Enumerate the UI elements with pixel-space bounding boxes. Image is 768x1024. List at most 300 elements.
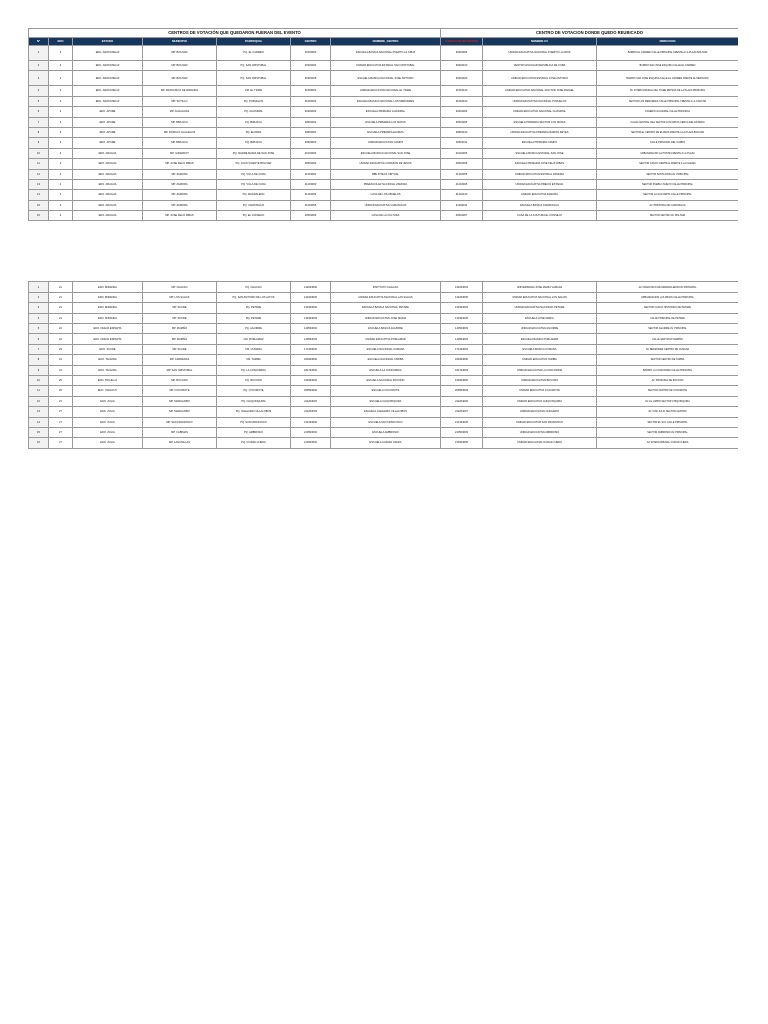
estado-cell: EDO. ANZOATEGUI <box>73 46 143 61</box>
municipio-cell: MP. JOSE FELIX RIBAS <box>143 211 217 221</box>
codigo-receptor-cell: 31504010 <box>441 86 483 96</box>
row-number: 4 <box>29 86 49 96</box>
row-number: 5 <box>29 96 49 106</box>
codigo-receptor-cell: 40104006 <box>441 148 483 158</box>
nombre-centro-cell: UNIDAD EDUCATIVA ESTADAL SAN CRISTOBAL <box>331 61 441 71</box>
edo-code: 24 <box>49 365 73 375</box>
parroquia-cell: CM. PORLAMAR <box>217 334 291 344</box>
codigo-receptor-cell: 190304005 <box>441 375 483 385</box>
table-row <box>29 334 739 344</box>
codigo-receptor-cell: 180304006 <box>441 355 483 365</box>
estado-cell: EDO. ZULIA <box>73 427 143 437</box>
direccion-cell: AV. FRANCISCO DE MIRANDA EDIFICIO PRINCIPAL <box>597 282 739 292</box>
centro-code: 40503003 <box>291 211 331 221</box>
estado-cell: EDO. MIRANDA <box>73 313 143 323</box>
edo-code: 21 <box>49 313 73 323</box>
municipio-cell: MP. MARACAIBO <box>143 407 217 417</box>
nombre-cv-cell: ESCUELA BASICA CUMANA <box>483 344 597 354</box>
nombre-centro-cell: CASA DE LA CULTURA <box>331 211 441 221</box>
parroquia-cell: PQ. CAMATAGUA <box>217 200 291 210</box>
edo-code: 3 <box>49 117 73 127</box>
nombre-centro-cell: ESCUELA OLEGARIO VILLALOBOS <box>331 407 441 417</box>
direccion-cell: SECTOR SANTA ROSA AV. PRINCIPAL <box>597 169 739 179</box>
direccion-cell: SECTOR CENTRO AV. BOLIVAR <box>597 211 739 221</box>
direccion-cell: AV. BERMUDEZ CENTRO DE CUMANA <box>597 344 739 354</box>
table-row <box>29 107 739 117</box>
direccion-cell: SECTOR EL CENTRO DE ELORZA FRENTE A LA PLAZA BOLIVAR <box>597 127 739 137</box>
estado-cell: EDO. NUEVA ESPARTA <box>73 324 143 334</box>
nombre-centro-cell: UNIDAD EDUCATIVA JOSE MARIA <box>331 313 441 323</box>
parroquia-cell: PQ. MAGDALENO <box>217 190 291 200</box>
parroquia-cell: PQ. ELORZA <box>217 127 291 137</box>
nombre-centro-cell: ESCUELA COCOROTE <box>331 386 441 396</box>
table-top <box>28 28 738 221</box>
edo-code: 27 <box>49 396 73 406</box>
parroquia-cell: PQ. JUAN VICENTE BOLIVAR <box>217 159 291 169</box>
parroquia-cell: PQ. POZUELOS <box>217 96 291 106</box>
nombre-cv-cell: ESCUELA BASICA CAMATAGUA <box>483 200 597 210</box>
estado-cell: EDO. ZULIA <box>73 438 143 448</box>
municipio-cell: MP. ZAMORA <box>143 190 217 200</box>
nombre-centro-cell: ESCUELA NACIONAL BOCONO <box>331 375 441 385</box>
estado-cell: EDO. MIRANDA <box>73 282 143 292</box>
nombre-cv-cell: UNIDAD EDUCATIVA AGUIRRE <box>483 324 597 334</box>
parroquia-cell: PQ. CIUDAD OJEDA <box>217 438 291 448</box>
direccion-cell: AV. INTERCOMUNAL DEL TIGRE DETRAS DE LA PLAZA PRINCIPAL <box>597 86 739 96</box>
municipio-cell: MP. SUCRE <box>143 313 217 323</box>
direccion-cell: BARRIO EL CARMEN CALLE PRINCIPAL FRENTE A LA PLAZA BOLIVAR <box>597 46 739 61</box>
parroquia-cell: PQ. SAN ANTONIO DE LOS ALTOS <box>217 292 291 302</box>
municipio-cell: MP. ZAMORA <box>143 169 217 179</box>
edo-code: 2 <box>49 61 73 71</box>
centro-code: 200503002 <box>291 386 331 396</box>
estado-cell: EDO. TRUJILLO <box>73 375 143 385</box>
municipio-cell: MP. COCOROTE <box>143 386 217 396</box>
edo-code: 4 <box>49 169 73 179</box>
centro-code: 41203002 <box>291 169 331 179</box>
header-direccion: DIRECCION <box>597 38 739 46</box>
table-row <box>29 427 739 437</box>
table-row <box>29 365 739 375</box>
parroquia-cell: PQ. PETARE <box>217 313 291 323</box>
nombre-centro-cell: UNIDAD EDUCATIVA NACIONAL EL TIGRE <box>331 86 441 96</box>
table-row <box>29 96 739 106</box>
nombre-centro-cell: UNIDAD EDUCATIVA NACIONAL LAS SALIAS <box>331 292 441 302</box>
nombre-cv-cell: UNIDAD EDUCATIVA NACIONAL DOCTOR JOSE RAFAEL <box>483 86 597 96</box>
row-number: 11 <box>29 386 49 396</box>
parroquia-cell: PQ. GUASIMAL <box>217 107 291 117</box>
estado-cell: EDO. ANZOATEGUI <box>73 61 143 71</box>
nombre-centro-cell: ESCUELA NACIONAL CUMANA <box>331 344 441 354</box>
nombre-centro-cell: ESCUELA CHIQUINQUIRA <box>331 396 441 406</box>
direccion-cell: SECTOR LA GUAYABITA CALLE PRINCIPAL <box>597 190 739 200</box>
row-number: 3 <box>29 303 49 313</box>
codigo-receptor-cell: 131904004 <box>441 303 483 313</box>
parroquia-cell: PQ. OLEGARIO VILLALOBOS <box>217 407 291 417</box>
direccion-cell: SECTOR CASCO HISTORICO DE PETARE <box>597 303 739 313</box>
codigo-receptor-cell: 30304020 <box>441 71 483 86</box>
direccion-cell: SECTOR EL SOL CALLE PRINCIPAL <box>597 417 739 427</box>
municipio-cell: MP. LOS SALIAS <box>143 292 217 302</box>
direccion-cell: AV. INTERCOMUNAL CIUDAD OJEDA <box>597 438 739 448</box>
nombre-centro-cell: ESCUELA BASICA AGUIRRE <box>331 324 441 334</box>
table-bottom <box>28 281 738 448</box>
centro-code: 140503003 <box>291 334 331 344</box>
codigo-receptor-cell: 132204005 <box>441 292 483 302</box>
table-row <box>29 386 739 396</box>
municipio-cell: MP. FRANCISCO DE MIRANDA <box>143 86 217 96</box>
nombre-cv-cell: UNIDAD EDUCATIVA NACIONAL POZUELOS <box>483 96 597 106</box>
table-row <box>29 71 739 86</box>
document-page <box>28 28 738 1010</box>
nombre-cv-cell: CENTRO ESCOLAR REPUBLICA DE CUBA <box>483 61 597 71</box>
centro-code: 31503003 <box>291 86 331 96</box>
table-row <box>29 344 739 354</box>
parroquia-cell: PQ. EL CONSEJO <box>217 211 291 221</box>
edo-code: 21 <box>49 303 73 313</box>
row-number: 14 <box>29 417 49 427</box>
codigo-receptor-cell: 211204006 <box>441 396 483 406</box>
row-number: 12 <box>29 396 49 406</box>
table-row <box>29 417 739 427</box>
table-row <box>29 46 739 61</box>
header-nombre-centro: NOMBRE_CENTRO <box>331 38 441 46</box>
centro-code: 30303005 <box>291 71 331 86</box>
estado-cell: EDO. YARACUY <box>73 386 143 396</box>
table-row <box>29 211 739 221</box>
parroquia-cell: PQ. CHIQUINQUIRA <box>217 396 291 406</box>
centro-code: 30403002 <box>291 107 331 117</box>
centro-code: 180303002 <box>291 355 331 365</box>
codigo-receptor-cell: 140504004 <box>441 334 483 344</box>
direccion-cell: SECTOR CENTRO DE TARIBA <box>597 355 739 365</box>
edo-code: 22 <box>49 324 73 334</box>
table-row <box>29 127 739 137</box>
estado-cell: EDO. APURE <box>73 138 143 148</box>
municipio-cell: MP. MARIÑO <box>143 324 217 334</box>
nombre-cv-cell: ESCUELA BASICA PORLAMAR <box>483 334 597 344</box>
estado-cell: EDO. APURE <box>73 107 143 117</box>
parroquia-cell: PQ. AGUIRRE <box>217 324 291 334</box>
codigo-receptor-cell: 132004003 <box>441 282 483 292</box>
nombre-cv-cell: UNIDAD EDUCATIVA NACIONAL GUASIMAL <box>483 107 597 117</box>
row-number: 11 <box>29 159 49 169</box>
table-row <box>29 61 739 71</box>
municipio-cell: MP. BIRUACA <box>143 138 217 148</box>
title-right: CENTRO DE VOTACION DONDE QUEDO REUBICADO <box>441 29 739 38</box>
estado-cell: EDO. NUEVA ESPARTA <box>73 334 143 344</box>
direccion-cell: AV. PRINCIPAL DE BOCONO <box>597 375 739 385</box>
centro-code: 131903002 <box>291 303 331 313</box>
centro-code: 190303002 <box>291 375 331 385</box>
parroquia-cell: PQ. VILLA DE CURA <box>217 169 291 179</box>
codigo-receptor-cell: 31604010 <box>441 96 483 106</box>
codigo-receptor-cell: 30804010 <box>441 127 483 137</box>
edo-code: 27 <box>49 427 73 437</box>
estado-cell: EDO. ANZOATEGUI <box>73 71 143 86</box>
section-gap <box>28 221 738 281</box>
centro-code: 171403002 <box>291 344 331 354</box>
nombre-centro-cell: ESCUELA BASICA NACIONAL PETARE <box>331 303 441 313</box>
parroquia-cell: CM. CUMANA <box>217 344 291 354</box>
direccion-cell: AV. 5 DE JULIO SECTOR CENTRO <box>597 407 739 417</box>
estado-cell: EDO. SUCRE <box>73 344 143 354</box>
estado-cell: EDO. ARAGUA <box>73 159 143 169</box>
direccion-cell: CASERIO GUASIMAL CALLE PRINCIPAL <box>597 107 739 117</box>
direccion-cell: BARRIO SAN JOSE ESQUINA CALLE EL CARMEN <box>597 61 739 71</box>
parroquia-cell: PQ. PETARE <box>217 303 291 313</box>
codigo-receptor-cell: 30304006 <box>441 46 483 61</box>
row-number: 13 <box>29 179 49 189</box>
nombre-centro-cell: ESCUELA BASICA NACIONAL SAN JOSE <box>331 148 441 158</box>
edo-code: 4 <box>49 159 73 169</box>
direccion-cell: SECTOR LOS MERCEDES CALLE PRINCIPAL FRENTE A LA CANCHA <box>597 96 739 106</box>
municipio-cell: MP. BOLIVAR <box>143 71 217 86</box>
nombre-centro-cell: INSTITUTO CHACAO <box>331 282 441 292</box>
codigo-receptor-cell: 171404004 <box>441 344 483 354</box>
edo-code: 2 <box>49 86 73 96</box>
estado-cell: EDO. MIRANDA <box>73 303 143 313</box>
municipio-cell: MP. SOTILLO <box>143 96 217 106</box>
estado-cell: EDO. ARAGUA <box>73 211 143 221</box>
parroquia-cell: PQ. VILLA DE CURA <box>217 179 291 189</box>
codigo-receptor-cell: 40504006 <box>441 159 483 169</box>
row-number: 14 <box>29 190 49 200</box>
row-number: 10 <box>29 375 49 385</box>
centro-code: 30803002 <box>291 127 331 137</box>
direccion-cell: AV. EL LIMPIO SECTOR CHIQUINQUIRA <box>597 396 739 406</box>
direccion-cell: URBANIZACION LAS MINAS CALLE PRINCIPAL <box>597 292 739 302</box>
table-row <box>29 169 739 179</box>
direccion-cell: BARRIO LA CONCORDIA CALLE PRINCIPAL <box>597 365 739 375</box>
municipio-cell: MP. SUCRE <box>143 303 217 313</box>
row-number: 12 <box>29 169 49 179</box>
nombre-centro-cell: ESCUELA BASICA NACIONAL PUERTO LA CRUZ <box>331 46 441 61</box>
centro-code: 181703002 <box>291 365 331 375</box>
header-row <box>29 38 739 46</box>
estado-cell: EDO. ZULIA <box>73 417 143 427</box>
table-row <box>29 396 739 406</box>
codigo-receptor-cell: 41204010 <box>441 190 483 200</box>
parroquia-cell: PQ. SAN FRANCISCO <box>217 417 291 427</box>
estado-cell: EDO. APURE <box>73 117 143 127</box>
row-number: 13 <box>29 407 49 417</box>
parroquia-cell: PQ. BIRUACA <box>217 138 291 148</box>
centro-code: 30503002 <box>291 117 331 127</box>
edo-code: 4 <box>49 179 73 189</box>
municipio-cell: MP. LAGUNILLAS <box>143 438 217 448</box>
nombre-cv-cell: UNIDAD EDUCATIVA SAN FRANCISCO <box>483 417 597 427</box>
nombre-centro-cell: ESCUELA SAN FRANCISCO <box>331 417 441 427</box>
codigo-receptor-cell: 200504003 <box>441 386 483 396</box>
centro-code: 41203005 <box>291 200 331 210</box>
codigo-receptor-cell: 210504003 <box>441 427 483 437</box>
estado-cell: EDO. ZULIA <box>73 396 143 406</box>
municipio-cell: MP. BOCONO <box>143 375 217 385</box>
direccion-cell: SECTOR AMBROSIO AV. PRINCIPAL <box>597 427 739 437</box>
row-number: 2 <box>29 292 49 302</box>
direccion-cell: URBANIZACION LA PONTE FRENTE A LA PLAZA <box>597 148 739 158</box>
centro-code: 210903002 <box>291 438 331 448</box>
row-number: 9 <box>29 138 49 148</box>
centro-code: 131903003 <box>291 313 331 323</box>
row-number: 5 <box>29 324 49 334</box>
parroquia-cell: PQ. SAN CRISTOBAL <box>217 61 291 71</box>
nombre-centro-cell: CASA DE LOS ABUELOS <box>331 190 441 200</box>
estado-cell: EDO. TACHIRA <box>73 365 143 375</box>
centro-code: 40103002 <box>291 148 331 158</box>
codigo-receptor-cell: 131904005 <box>441 313 483 323</box>
centro-code: 30303004 <box>291 61 331 71</box>
municipio-cell: MP. GIRARDOT <box>143 148 217 158</box>
table-row <box>29 438 739 448</box>
nombre-cv-cell: ESCUELA JOSE MARIA <box>483 313 597 323</box>
title-left: CENTROS DE VOTACIÓN QUE QUEDARON FUERAN DEL EVENTO <box>29 29 441 38</box>
estado-cell: EDO. ARAGUA <box>73 169 143 179</box>
table-row <box>29 148 739 158</box>
municipio-cell: MP. BOLIVAR <box>143 61 217 71</box>
estado-cell: EDO. ANZOATEGUI <box>73 96 143 106</box>
nombre-centro-cell: ESCUELA LA CONCORDIA <box>331 365 441 375</box>
nombre-cv-cell: UNIDAD EDUCATIVA ESTADAL ZAMORA <box>483 169 597 179</box>
table-row <box>29 159 739 169</box>
parroquia-cell: PQ. AMBROSIO <box>217 427 291 437</box>
municipio-cell: MP. MARIÑO <box>143 334 217 344</box>
centro-code: 210503002 <box>291 427 331 437</box>
nombre-cv-cell: ESCUELA PRIMARIA JOSE FELIX RIBAS <box>483 159 597 169</box>
edo-code: 3 <box>49 107 73 117</box>
municipio-cell: MP. ZAMORA <box>143 179 217 189</box>
municipio-cell: MP. ZAMORA <box>143 200 217 210</box>
centro-code: 211203003 <box>291 407 331 417</box>
centro-code: 140503002 <box>291 324 331 334</box>
nombre-cv-cell: ESCUELA PRIMARIA SECTOR LOS MATAS <box>483 117 597 127</box>
municipio-cell: MP. BIRUACA <box>143 117 217 127</box>
parroquia-cell: PQ. BIRUACA <box>217 117 291 127</box>
parroquia-cell: CM. TARIBA <box>217 355 291 365</box>
direccion-cell: SECTOR CASCO CENTRAL FRENTE A LA IGLESIA <box>597 159 739 169</box>
edo-code: 4 <box>49 200 73 210</box>
parroquia-cell: PQ. COCOROTE <box>217 386 291 396</box>
estado-cell: EDO. ARAGUA <box>73 148 143 158</box>
row-number: 16 <box>29 211 49 221</box>
header-estado: ESTADO <box>73 38 143 46</box>
table-row <box>29 375 739 385</box>
row-number: 3 <box>29 71 49 86</box>
nombre-centro-cell: UNIDAD EDUCATIVA CAMPO <box>331 138 441 148</box>
edo-code: 21 <box>49 282 73 292</box>
direccion-cell: CALLE SANTIAGO MARIÑO <box>597 334 739 344</box>
nombre-centro-cell: ESCUELA CIUDAD OJEDA <box>331 438 441 448</box>
direccion-cell: SECTOR CENTRO DE COCOROTE <box>597 386 739 396</box>
row-number: 15 <box>29 427 49 437</box>
direccion-cell: SECTOR PUEBLO NUEVO CALLE PRINCIPAL <box>597 179 739 189</box>
parroquia-cell: PQ. LA CONCORDIA <box>217 365 291 375</box>
nombre-centro-cell: PREESCOLAR NACIONAL ZAMORA <box>331 179 441 189</box>
direccion-cell: CALLE CENTRAL DEL SECTOR LOS MATAS CERCA DEL ESTADIO <box>597 117 739 127</box>
centro-code: 41203004 <box>291 190 331 200</box>
nombre-cv-cell: UNIVERSIDAD JOSE MARIA VARGAS <box>483 282 597 292</box>
municipio-cell: MP. SUCRE <box>143 344 217 354</box>
nombre-cv-cell: UNIDAD EDUCATIVA CHIQUINQUIRA <box>483 396 597 406</box>
municipio-cell: MP. MARACAIBO <box>143 396 217 406</box>
header-municipio: MUNICIPIO <box>143 38 217 46</box>
row-number: 8 <box>29 355 49 365</box>
header-parroquia: PARROQUIA <box>217 38 291 46</box>
table-row <box>29 282 739 292</box>
centro-code: 30503003 <box>291 138 331 148</box>
nombre-cv-cell: UNIDAD EDUCATIVA TARIBA <box>483 355 597 365</box>
header-nombre-cv: NOMBRE CV <box>483 38 597 46</box>
nombre-cv-cell: UNIDAD EDUCATIVA ESTADAL JOSE ANTONIO <box>483 71 597 86</box>
codigo-receptor-cell: 181704003 <box>441 365 483 375</box>
row-number: 10 <box>29 148 49 158</box>
codigo-receptor-cell: 41204011 <box>441 200 483 210</box>
nombre-cv-cell: UNIDAD EDUCATIVA OLEGARIO <box>483 407 597 417</box>
municipio-cell: MP. CHACAO <box>143 282 217 292</box>
nombre-cv-cell: UNIDAD EDUCATIVA NACIONAL LOS SALIAS <box>483 292 597 302</box>
estado-cell: EDO. TACHIRA <box>73 355 143 365</box>
centro-code: 41203003 <box>291 179 331 189</box>
nombre-centro-cell: UNIDAD EDUCATIVA CORAZON DE JESUS <box>331 159 441 169</box>
estado-cell: EDO. ARAGUA <box>73 179 143 189</box>
edo-code: 27 <box>49 417 73 427</box>
nombre-cv-cell: UNIDAD EDUCATIVA NACIONAL PUERTO LA CRUZ <box>483 46 597 61</box>
estado-cell: EDO. ARAGUA <box>73 200 143 210</box>
row-number: 7 <box>29 117 49 127</box>
nombre-centro-cell: ESCUELA AMBROSIO <box>331 427 441 437</box>
municipio-cell: MP. JOSE FELIX RIBAS <box>143 159 217 169</box>
header-edo: EDO <box>49 38 73 46</box>
edo-code: 4 <box>49 190 73 200</box>
direccion-cell: AV. PRINCIPAL DE CAMATAGUA <box>597 200 739 210</box>
codigo-receptor-cell: 210904005 <box>441 438 483 448</box>
codigo-receptor-cell: 40504007 <box>441 211 483 221</box>
codigo-receptor-cell: 41204006 <box>441 179 483 189</box>
row-number: 2 <box>29 61 49 71</box>
codigo-receptor-cell: 30404004 <box>441 107 483 117</box>
nombre-cv-cell: UNIDAD EDUCATIVA PRECIO ESTADAL <box>483 179 597 189</box>
edo-code: 2 <box>49 71 73 86</box>
row-number: 6 <box>29 107 49 117</box>
codigo-receptor-cell: 212104005 <box>441 417 483 427</box>
table-row <box>29 179 739 189</box>
municipio-cell: MP. SAN CRISTOBAL <box>143 365 217 375</box>
nombre-cv-cell: UNIDAD EDUCATIVA AMBROSIO <box>483 427 597 437</box>
nombre-cv-cell: UNIDAD EDUCATIVA COCOROTE <box>483 386 597 396</box>
direccion-cell: CALLE PRINCIPAL DEL CAMPO <box>597 138 739 148</box>
nombre-cv-cell: UNIDAD EDUCATIVA NACIONAL PETARE <box>483 303 597 313</box>
parroquia-cell: PQ. MADRE MARIA DE SAN JOSE <box>217 148 291 158</box>
nombre-centro-cell: ESCUELA PRIMARIA GUASIMAL <box>331 107 441 117</box>
row-number: 16 <box>29 438 49 448</box>
edo-code: 27 <box>49 407 73 417</box>
centro-code: 30303003 <box>291 46 331 61</box>
municipio-cell: MP. SAN FRANCISCO <box>143 417 217 427</box>
municipio-cell: MP. CABIMAS <box>143 427 217 437</box>
edo-code: 27 <box>49 438 73 448</box>
edo-code: 4 <box>49 211 73 221</box>
municipio-cell: MP. CARDENAS <box>143 355 217 365</box>
edo-code: 3 <box>49 138 73 148</box>
edo-code: 2 <box>49 46 73 61</box>
nombre-cv-cell: UNIDAD EDUCATIVA PRIMARIA RAMON REYES <box>483 127 597 137</box>
centro-code: 132203002 <box>291 292 331 302</box>
edo-code: 21 <box>49 292 73 302</box>
nombre-cv-cell: UNIDAD EDUCATIVA LA CONCORDIA <box>483 365 597 375</box>
nombre-centro-cell: ESCUELA PRIMARIA ELORZA <box>331 127 441 137</box>
table-row <box>29 292 739 302</box>
